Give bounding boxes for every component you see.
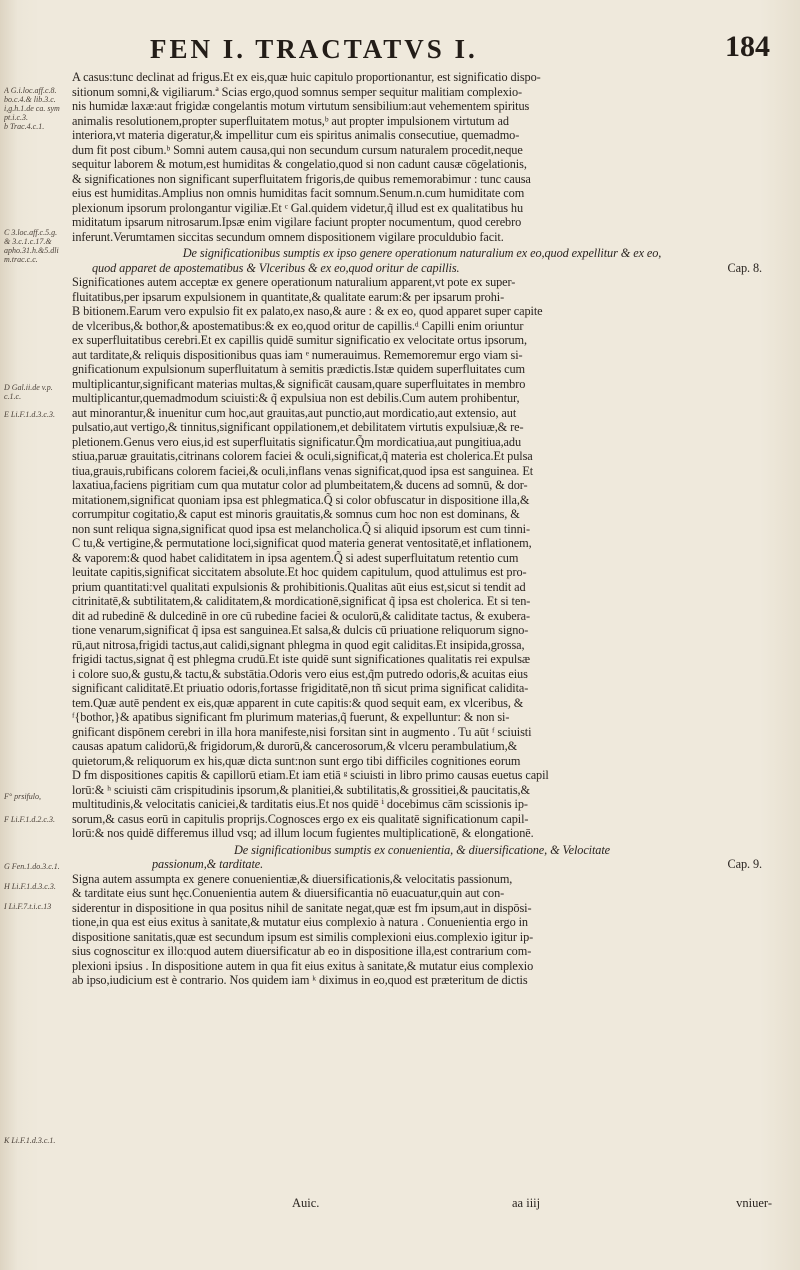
text-line: multiplicantur,quemadmodum sciuisti:& q̃ expulsiua non est debilis.Cum autem prohibentur, — [72, 391, 520, 405]
text-body — [72, 70, 772, 988]
margin-note — [4, 862, 68, 871]
paragraph-block-3 — [72, 872, 772, 988]
chapter-heading-line: passionum,& tarditate. — [152, 857, 264, 871]
text-line: A casus:tunc declinat ad frigus.Et ex eis,quæ huic capitulo proportionantur, est significatio dispo- — [72, 70, 541, 84]
margin-note — [4, 882, 68, 891]
text-line: eius est humiditas.Amplius non omnis humiditas facit somnum.Senum.n.cum humiditate com — [72, 186, 525, 200]
text-line: i colore suo,& gustu,& tactu,& substātia.Odoris vero eius est,q̃m putredo odoris,& acuitas eius — [72, 666, 528, 681]
chapter-heading-8 — [72, 246, 772, 275]
margin-note-line: C 3.loc.aff.c.5.g. — [4, 228, 58, 237]
text-line: dit ad rubedinē & dulcedinē in ore cū rubedine faciei & oculorū,& caliditate tactus, & exubera- — [72, 608, 530, 623]
text-line: siderentur in dispositione in qua positus nihil de sanitate negat,quæ est fm ipsum,aut in dispōsi- — [72, 900, 532, 915]
text-line: & significationes non significant superfluitatem frigoris,de quibus rememorabimur : tunc causa — [72, 171, 531, 186]
margin-note-line: K Li.F.1.d.3.c.1. — [4, 1136, 56, 1145]
text-line: ᶠ{bothor,}& apatibus significant fm plurimum materias,q̃ fuerunt, & expelluntur: & non si- — [72, 710, 510, 724]
margin-note — [4, 1136, 68, 1145]
text-line: dum fit post cibum.ᵇ Somni autem causa,qui non secundum cursum naturalem procedit,neque — [72, 142, 523, 157]
text-line: tione venarum,significat q̃ ipsa est sanguinea.Et salsa,& dulcis cū priuatione reliquorum signo- — [72, 623, 529, 637]
signature-mark: aa iiij — [512, 1196, 541, 1210]
margin-note-line: E Li.F.1.d.3.c.3. — [4, 410, 55, 419]
catchword-left: Auic. — [292, 1196, 320, 1210]
margin-note-line: F Li.F.1.d.2.c.3. — [4, 815, 55, 824]
text-line: plexionum ipsorum prolongantur vigiliæ.Et ᶜ Gal.quidem videtur,q̃ illud est ex qualitatibus hu — [72, 200, 524, 215]
margin-note-line: apho.31.h.&5.dli — [4, 246, 59, 255]
text-line: ex superfluitatibus cerebri.Et ex capillis quidē sumitur significatio ex velocitate ortus ipsorum, — [72, 333, 527, 347]
folio-number: 184 — [725, 30, 770, 63]
catchword: vniuer- — [736, 1196, 772, 1210]
text-line: causas apatum calidorū,& frigidorum,& durorū,& cancerosorum,& vlceru perambulatium,& — [72, 739, 518, 753]
text-line: tione,in qua est eius exitus à sanitate,& mutatur eius complexio à natura . Conuenientia ergo in — [72, 915, 528, 929]
chapter-heading-9 — [72, 843, 772, 872]
text-line: C tu,& vertigine,& permutatione loci,significat quod materia generat ventositatē,et inflationem, — [72, 536, 532, 550]
text-line: pulsatio,aut vertigo,& tinnitus,significant oppilationem,et debilitatem virtutis expulsiuæ,& re- — [72, 420, 524, 434]
text-line: fluitatibus,per ipsarum expulsionem in quantitate,& qualitate earum:& per ipsarum prohi- — [72, 289, 505, 304]
margin-note-line: pt.i.c.3. — [4, 113, 28, 122]
paragraph-block-1 — [72, 70, 772, 244]
text-line: inferunt.Verumtamen siccitas secundum omnem dispositionem vigilare proculdubio facit. — [72, 229, 504, 244]
text-line: frigidi tactus,signat q̃ est phlegma crudū.Et iste quidē sunt significationes qualitatis rei expulsæ — [72, 652, 530, 666]
text-line: de vlceribus,& bothor,& apostematibus:& ex eo,quod oritur de capillis.ᵈ Capilli enim oriuntur — [72, 318, 524, 333]
text-line: corrumpitur cogitatio,& caput est minoris grauitatis,& somnus cum hoc non est dominans, & — [72, 507, 520, 521]
text-line: sequitur laborem & motum,est humiditas & congelatio,quod si non cadunt causæ cōgelationis, — [72, 157, 527, 171]
text-line: tiua,grauis,rubificans colorem faciei,& oculi,inflans venas significat,quod ipsa est sanguinea. Et — [72, 463, 534, 478]
text-line: sitionum somni,& vigiliarum.ª Scias ergo,quod somnus semper sequitur malitiam complexio- — [72, 84, 522, 99]
margin-note-line: F° prsifulo, — [4, 792, 41, 801]
text-line: aut tarditate,& reliquis dispositionibus quas iam ᵉ numerauimus. Rememoremur ergo viam si- — [72, 347, 523, 362]
text-line: D fm dispositiones capitis & capillorū etiam.Et iam etiā ᵍ sciuisti in libro primo causas euetus capil — [72, 768, 549, 782]
margin-note — [4, 792, 68, 801]
running-title: FEN I. TRACTATVS I. — [150, 34, 478, 64]
text-line: tem.Quæ autē pendent ex eis,quæ apparent in cute capitis:& quod sequit eam, ex vlceribus, & — [72, 695, 524, 710]
text-line: leuitate capitis,significat siccitatem absolute.Et hoc quidem capitulum, quod attulimus est pro- — [72, 565, 527, 579]
text-line: citrinitatē,& subtilitatem,& caliditatem,& mordicationē,significat q̃ ipsa est cholerica. Et si ten- — [72, 594, 531, 608]
text-line: multiplicantur,significant materias multas,& significāt causam,quare superfluitates in membro — [72, 376, 526, 391]
margin-note-line: bo.c.4.& lib.3.c. — [4, 95, 56, 104]
text-line: B bitionem.Earum vero expulsio fit ex palato,ex naso,& aure : & ex eo, quod apparet super capite — [72, 304, 543, 318]
text-line: pletionem.Genus vero eius,id est superfluitatis significatur.Q̃m mordicatiua,aut pungitiua,adu — [72, 434, 521, 449]
text-line: plexioni ipsius . In dispositione autem in qua fit eius exitus à sanitate,& mutatur eius complexio — [72, 958, 534, 973]
chapter-number: Cap. 9. — [727, 857, 762, 871]
margin-note-line: H Li.F.1.d.3.c.3. — [4, 882, 56, 891]
margin-note — [4, 228, 68, 264]
margin-note-line: I Li.F.7.t.i.c.13 — [4, 902, 52, 911]
chapter-number: Cap. 8. — [727, 260, 762, 275]
text-line: animalis resolutionem,propter superfluitatem motus,ᵇ aut propter impulsionem virtutum ad — [72, 113, 509, 128]
page-footer — [72, 1196, 772, 1214]
text-line: ab ipso,iudicium est è contrario. Nos quidem iam ᵏ diximus in eo,quod est præteritum de dictis — [72, 973, 528, 987]
running-header — [150, 30, 770, 66]
text-line: lorū:& nos quidē differemus illud vsq; ad illum locum fugientes multiplicationē, & elongationē. — [72, 826, 534, 840]
text-line: & tarditate eius sunt hęc.Conuenientia autem & diuersificantia nō euacuatur,quin aut con- — [72, 886, 505, 900]
text-line: dispositione sanitatis,quæ est secundum ipsum est similis complexioni eius.complexio igitur ip- — [72, 929, 534, 944]
margin-note-line: m.trac.c.c. — [4, 255, 38, 264]
text-line: prium quantitati:vel qualitati expulsionis & prohibitionis.Qualitas aūt eius est,sicut si tendit ad — [72, 579, 526, 594]
chapter-heading-line: De significationibus sumptis ex conuenientia, & diuersificatione, & Velocitate — [233, 842, 611, 857]
text-line: gnificant dispōnem cerebri in illa hora manifeste,nisi forsitan sint in augmento . Tu aūt ᶠ sciuisti — [72, 724, 532, 739]
margin-note-line: G Fen.1.do.3.c.1. — [4, 862, 60, 871]
text-line: significant caliditatē.Et priuatio odoris,fortasse frigiditatē,non tñ sicut prima significat calidita- — [72, 681, 529, 695]
chapter-heading-line: quod apparet de apostematibus & Vlceribus & ex eo,quod oritur de capillis. — [92, 260, 460, 275]
margin-note — [4, 902, 68, 911]
margin-note — [4, 815, 68, 824]
text-line: miditatum ipsarum nitrosarum.Ipsæ enim vigilare faciunt propter nocumentum, quod cerebro — [72, 215, 522, 229]
margin-note — [4, 86, 68, 131]
margin-note-line: b Trac.4.c.1. — [4, 122, 45, 131]
chapter-heading-line: De significationibus sumptis ex ipso genere operationum naturalium ex eo,quod expellitur & ex eo, — [182, 246, 662, 260]
text-line: Signa autem assumpta ex genere conuenientiæ,& diuersificationis,& velocitatis passionum, — [72, 871, 513, 886]
margin-note-line: & 3.c.1.c.17.& — [4, 237, 52, 246]
text-line: sius cognoscitur ex illo:quod autem diuersificatur ab eo in dispositione illa,est contrarium com- — [72, 944, 532, 958]
text-line: lorū:& ʰ sciuisti cām crispitudinis ipsorum,& planitiei,& subtilitatis,& grossitiei,& paucitatis,& — [72, 782, 530, 797]
margin-note-line: A G.i.loc.aff.c.8. — [4, 86, 57, 95]
text-line: stiua,paruæ grauitatis,citrinans colorem faciei & oculi,significat,q̃ materia est cholerica.Et pulsa — [72, 449, 533, 463]
text-line: nis humidæ laxæ:aut frigidæ congelantis motum virtutum sensibilium:aut vehementem spiritus — [72, 99, 530, 113]
chapter-heading-line-2 — [72, 857, 772, 872]
margin-note-line: D Gal.ii.de v.p. — [4, 383, 53, 392]
text-line: sorum,& casus eorū in capitulis proprijs.Cognosces ergo ex eis qualitatē significationum capil- — [72, 811, 529, 826]
margin-note — [4, 410, 68, 419]
text-line: mitationem,significat quoniam ipsa est phlegmatica.Q̃ si color obfuscatur in dispositione illa,& — [72, 492, 530, 507]
text-line: laxatiua,faciens pigritiam cum qua mutatur color ad plumbeitatem,& ducens ad somnū, & dor- — [72, 478, 528, 492]
chapter-heading-line-2 — [72, 261, 772, 276]
text-line: interiora,vt materia digeratur,& impellitur cum eis spiritus animalis consecutiue, quemadmo- — [72, 128, 520, 142]
text-line: & vaporem:& quod habet caliditatem in ipsa agentem.Q̃ si adest superfluitatum retentio cum — [72, 550, 519, 565]
text-line: rū,aut nitrosa,frigidi tactus,aut calidi,signant phlegma in quod egit caliditas.Et insipida,grossa, — [72, 637, 525, 652]
margin-note-line: c.1.c. — [4, 392, 22, 401]
text-line: gnificationum expulsionum superfluitatum à semitis prædictis.Istæ quidem superfluitates cum — [72, 362, 525, 376]
margin-note-line: i,g.h.1.de ca. sym — [4, 104, 60, 113]
text-line: multitudinis,& velocitatis caniciei,& tarditatis eius.Et nos quidē ⁱ docebimus cām scissionis ip- — [72, 797, 528, 811]
text-line: non sunt reliqua signa,significat quod ipsa est melancholica.Q̃ si aliquid ipsorum est cum tinni- — [72, 521, 530, 536]
text-line: Significationes autem acceptæ ex genere operationum naturalium apparent,vt pote ex super- — [72, 275, 516, 289]
text-line: aut minorantur,& inuenitur cum hoc,aut grauitas,aut punctio,aut mordicatio,aut extensio, aut — [72, 405, 517, 420]
margin-note — [4, 383, 68, 401]
text-line: quietorum,& reliquorum ex his,quæ dicta sunt:non sunt ergo tibi difficiles cognitiones eorum — [72, 753, 521, 768]
paragraph-block-2 — [72, 275, 772, 841]
